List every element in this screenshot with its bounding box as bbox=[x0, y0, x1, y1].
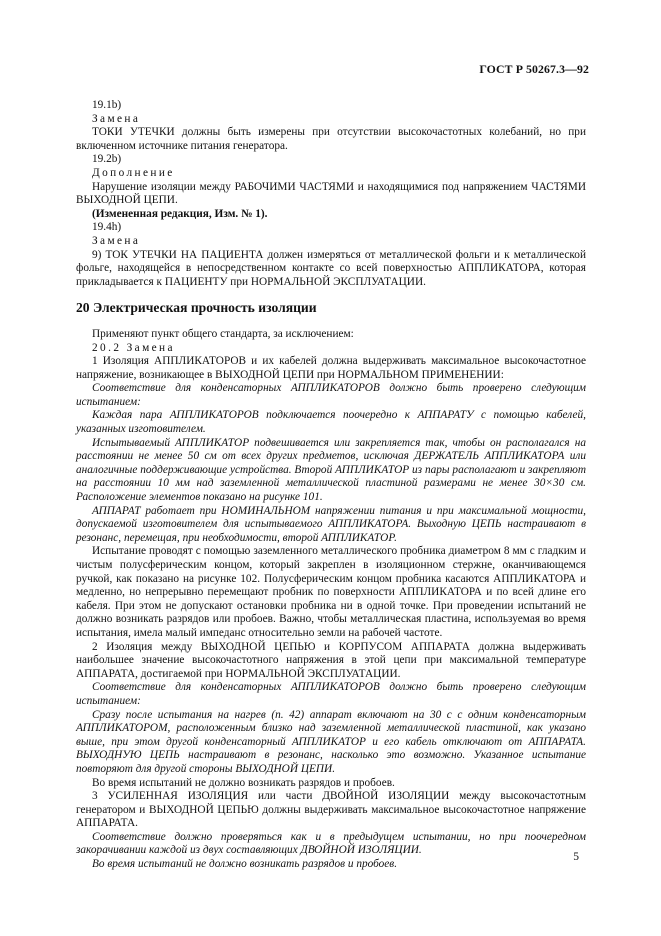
compliance-text: Соответствие для конденсаторных АППЛИКАТОРОВ должно быть проверено следующим испытанием: bbox=[76, 382, 586, 408]
compliance-text: Во время испытаний не должно возникать разрядов и пробоев. bbox=[92, 858, 398, 871]
compliance-text: Каждая пара АППЛИКАТОРОВ подключается поочередно к АППАРАТУ с помощью кабелей, указанных изготовителем. bbox=[76, 409, 586, 436]
paragraph: Испытание проводят с помощью заземленного металлического пробника диаметром 8 мм с гладким и чистым полусферическим концом, который закреплен в изоляционном стержне, оканчивающемся ручкой, как показано на рисунке 102. Полусферическим концом пробника касаются АППЛИКАТОРА и медленно, но непрерывно перемещают пробник по поверхности АППЛИКАТОРА и по всей длине его кабеля. При этом не допускают остановки пробника ни в одной точке. При проведении испытаний не должно возникать разрядов или пробоев. Важно, чтобы металлическая пластина, используемая во время испытания, имела малый импеданс относительно земли на рабочей частоте. bbox=[76, 545, 586, 639]
compliance-text: Испытываемый АППЛИКАТОР подвешивается или закрепляется так, чтобы он располагался на расстоянии не менее 50 см от всех других предметов, исключая ДЕРЖАТЕЛЬ АППЛИКАТОРА или аналогичные поддерживающие устройства. Второй АППЛИКАТОР из пары располагают и закрепляют на расстоянии 10 мм над заземленной металлической пластиной размерами не менее 30×30 см. Расположение элементов показано на рисунке 101. bbox=[76, 436, 586, 504]
document-body bbox=[76, 99, 586, 872]
paragraph: Нарушение изоляции между РАБОЧИМИ ЧАСТЯМИ и находящимися под напряжением ЧАСТЯМИ ВЫХОДНОЙ ЦЕПИ. bbox=[76, 180, 586, 207]
paragraph: 3 УСИЛЕННАЯ ИЗОЛЯЦИЯ или части ДВОЙНОЙ ИЗОЛЯЦИИ между высокочастотным генератором и ВЫХОДНОЙ ЦЕПЬЮ должны выдерживать максимальное высокочастотное напряжение АППАРАТА. bbox=[76, 790, 586, 830]
addition-label: Дополнение bbox=[92, 166, 175, 179]
page-number: 5 bbox=[573, 851, 579, 863]
paragraph: Во время испытаний не должно возникать разрядов и пробоев. bbox=[92, 776, 395, 789]
compliance-text: АППАРАТ работает при НОМИНАЛЬНОМ напряжении питания и при максимальной мощности, допускаемой изготовителем для испытываемого АППЛИКАТОРА. Выходную ЦЕПЬ настраивают в резонанс, перемещая, при необходимости, второй АППЛИКАТОР. bbox=[76, 504, 586, 544]
amendment-note: (Измененная редакция, Изм. № 1). bbox=[92, 207, 268, 220]
clause-ref: 19.2b) bbox=[92, 153, 122, 166]
clause-ref: 19.4h) bbox=[92, 221, 122, 234]
compliance-text: Соответствие должно проверяться как и в предыдущем испытании, но при поочередном закорачивании каждой из двух составляющих ДВОЙНОЙ ИЗОЛЯЦИИ. bbox=[76, 830, 586, 857]
replacement-label: Замена bbox=[92, 112, 141, 125]
paragraph: ТОКИ УТЕЧКИ должны быть измерены при отсутствии высокочастотных колебаний, но при включенном источнике питания генератора. bbox=[76, 126, 586, 152]
replacement-label: Замена bbox=[92, 234, 141, 247]
compliance-text: Соответствие для конденсаторных АППЛИКАТОРОВ должно быть проверено следующим испытанием: bbox=[76, 681, 586, 707]
doc-number-header: ГОСТ Р 50267.3—92 bbox=[479, 62, 589, 76]
paragraph: 1 Изоляция АППЛИКАТОРОВ и их кабелей должна выдерживать максимальное высокочастотное напряжение, возникающее в ВЫХОДНОЙ ЦЕПИ при НОРМАЛЬНОМ ПРИМЕНЕНИИ: bbox=[76, 355, 586, 381]
paragraph: 2 Изоляция между ВЫХОДНОЙ ЦЕПЬЮ и КОРПУСОМ АППАРАТА должна выдерживать наибольшее значение высокочастотного напряжения в этой цепи при максимальной температуре АППАРАТА, достигаемой при НОРМАЛЬНОЙ ЭКСПЛУАТАЦИИ. bbox=[76, 640, 586, 680]
clause-ref: 20.2 Замена bbox=[92, 341, 175, 354]
compliance-text: Сразу после испытания на нагрев (п. 42) аппарат включают на 30 с с одним конденсаторным АППЛИКАТОРОМ, расположенным близко над заземленной металлической пластиной, как указано выше, при этом другой конденсаторный АППЛИКАТОР и его кабель отключают от АППАРАТА. ВЫХОДНУЮ ЦЕПЬ настраивают в резонанс, насколько это возможно. Указанное испытание повторяют для другой стороны ВЫХОДНОЙ ЦЕПИ. bbox=[76, 708, 586, 775]
clause-ref: 19.1b) bbox=[92, 99, 122, 111]
paragraph: Применяют пункт общего стандарта, за исключением: bbox=[92, 327, 354, 340]
paragraph: 9) ТОК УТЕЧКИ НА ПАЦИЕНТА должен измеряться от металлической фольги и к металлической фольге, находящейся в непосредственном контакте со всей поверхностью АППЛИКАТОРА, которая прикладывается к ПАЦИЕНТУ при НОРМАЛЬНОЙ ЭКСПЛУАТАЦИИ. bbox=[76, 248, 586, 288]
section-heading: 20 Электрическая прочность изоляции bbox=[76, 300, 317, 316]
